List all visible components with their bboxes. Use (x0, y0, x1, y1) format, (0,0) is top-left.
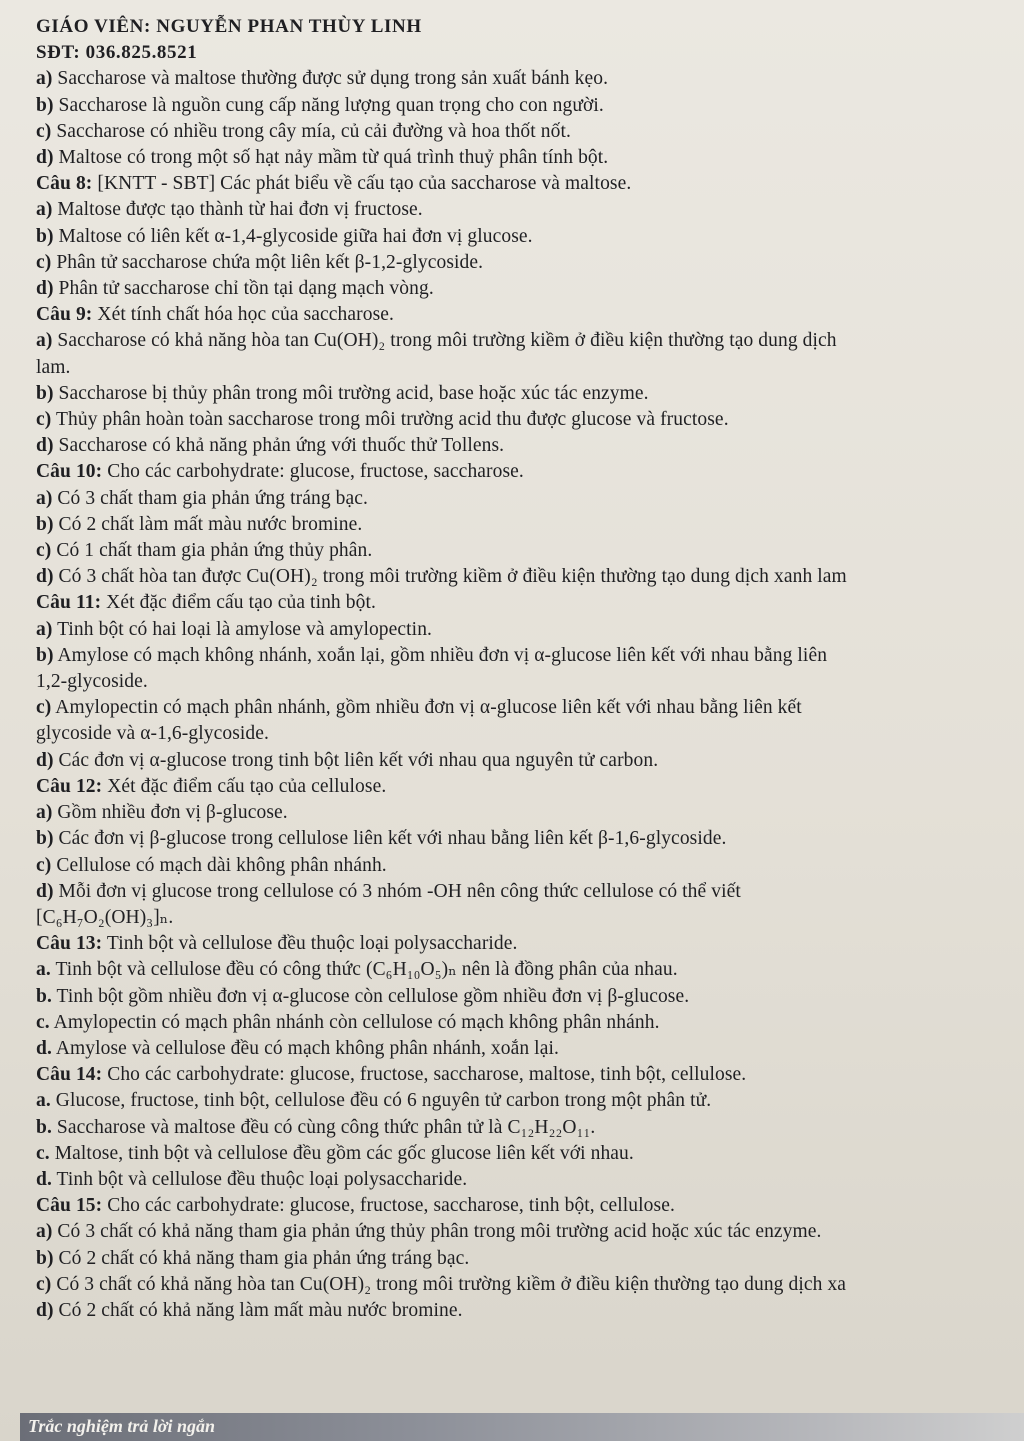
question-number: Câu 12: (36, 775, 103, 797)
option-label: d) (36, 566, 54, 588)
question-heading: Câu 14: Cho các carbohydrate: glucose, fructose, saccharose, maltose, tinh bột, cellulose. (36, 1064, 747, 1086)
statement-line: c) Có 3 chất có khả năng hòa tan Cu(OH)₂ trong môi trường kiềm ở điều kiện thường tạo dung dịch xa (36, 1273, 847, 1295)
question-heading: Câu 15: Cho các carbohydrate: glucose, fructose, saccharose, tinh bột, cellulose. (36, 1195, 675, 1217)
option-label: d) (36, 880, 54, 902)
question-heading: Câu 13: Tinh bột và cellulose đều thuộc loại polysaccharide. (36, 933, 518, 955)
question-number: Câu 10: (36, 461, 103, 483)
option-label: c) (36, 697, 52, 719)
statement-line: a) Có 3 chất có khả năng tham gia phản ứng thủy phân trong môi trường acid hoặc xúc tác enzyme. (36, 1221, 822, 1243)
statement-line: a) Maltose được tạo thành từ hai đơn vị fructose. (36, 199, 423, 221)
statement-line: c) Phân tử saccharose chứa một liên kết β-1,2-glycoside. (36, 251, 484, 273)
option-label: a. (36, 959, 51, 981)
option-label: a) (36, 1221, 53, 1243)
question-number: Câu 11: (36, 592, 102, 614)
option-label: b) (36, 1247, 54, 1269)
option-label: c) (36, 251, 52, 273)
option-label: a) (36, 330, 53, 352)
statement-line: d. Tinh bột và cellulose đều thuộc loại polysaccharide. (36, 1168, 468, 1190)
option-label: d) (36, 435, 54, 457)
question-heading: Câu 8: [KNTT - SBT] Các phát biểu về cấu tạo của saccharose và maltose. (36, 173, 632, 195)
option-label: c) (36, 409, 52, 431)
statement-line: lam. (36, 356, 71, 378)
option-label: b. (36, 1116, 52, 1138)
phone-number: SĐT: 036.825.8521 (36, 42, 198, 64)
option-label: c) (36, 854, 52, 876)
statement-line: c) Cellulose có mạch dài không phân nhánh. (36, 854, 387, 876)
section-title: Trắc nghiệm trả lời ngắn (28, 1416, 216, 1436)
statement-line: a. Tinh bột và cellulose đều có công thức (C₆H₁₀O₅)ₙ nên là đồng phân của nhau. (36, 959, 678, 981)
statement-line: c) Thủy phân hoàn toàn saccharose trong môi trường acid thu được glucose và fructose. (36, 409, 729, 431)
option-label: d) (36, 147, 54, 169)
section-banner (20, 1413, 1024, 1441)
statement-line: c) Amylopectin có mạch phân nhánh, gồm nhiều đơn vị α-glucose liên kết với nhau bằng liên kết (36, 697, 802, 719)
statement-line: b. Saccharose và maltose đều có cùng công thức phân tử là C₁₂H₂₂O₁₁. (36, 1116, 596, 1138)
question-number: Câu 9: (36, 304, 93, 326)
question-heading: Câu 9: Xét tính chất hóa học của saccharose. (36, 304, 394, 326)
statement-line: b) Maltose có liên kết α-1,4-glycoside giữa hai đơn vị glucose. (36, 225, 533, 247)
statement-line: a) Saccharose và maltose thường được sử dụng trong sản xuất bánh kẹo. (36, 68, 609, 90)
option-label: a) (36, 199, 53, 221)
statement-line: c. Maltose, tinh bột và cellulose đều gồm các gốc glucose liên kết với nhau. (36, 1142, 634, 1164)
statement-line: d) Phân tử saccharose chỉ tồn tại dạng mạch vòng. (36, 278, 434, 300)
statement-line: a) Saccharose có khả năng hòa tan Cu(OH)₂ trong môi trường kiềm ở điều kiện thường tạo dung dịch (36, 330, 837, 352)
option-label: b. (36, 985, 52, 1007)
statement-line: d) Mỗi đơn vị glucose trong cellulose có 3 nhóm -OH nên công thức cellulose có thể viết (36, 880, 741, 902)
question-number: Câu 13: (36, 933, 103, 955)
option-label: a) (36, 618, 53, 640)
question-number: Câu 15: (36, 1195, 103, 1217)
statement-line: 1,2-glycoside. (36, 671, 148, 693)
option-label: d. (36, 1168, 52, 1190)
statement-line: b) Amylose có mạch không nhánh, xoắn lại, gồm nhiều đơn vị α-glucose liên kết với nhau bằng liên (36, 644, 828, 666)
statement-line: b) Các đơn vị β-glucose trong cellulose liên kết với nhau bằng liên kết β-1,6-glycoside. (36, 828, 727, 850)
statement-line: a) Gồm nhiều đơn vị β-glucose. (36, 802, 288, 824)
statement-line: a) Có 3 chất tham gia phản ứng tráng bạc. (36, 487, 369, 509)
question-heading: Câu 12: Xét đặc điểm cấu tạo của cellulose. (36, 775, 387, 797)
statement-line: d) Saccharose có khả năng phản ứng với thuốc thử Tollens. (36, 435, 505, 457)
option-label: c) (36, 120, 52, 142)
statement-line: c. Amylopectin có mạch phân nhánh còn cellulose có mạch không phân nhánh. (36, 1011, 660, 1033)
statement-line: b) Có 2 chất làm mất màu nước bromine. (36, 513, 363, 535)
option-label: c. (36, 1142, 50, 1164)
option-label: c) (36, 1273, 52, 1295)
option-label: b) (36, 94, 54, 116)
statement-line: a. Glucose, fructose, tinh bột, cellulose đều có 6 nguyên tử carbon trong một phân tử. (36, 1090, 712, 1112)
option-label: d) (36, 278, 54, 300)
statement-line: d) Maltose có trong một số hạt nảy mầm từ quá trình thuỷ phân tính bột. (36, 147, 609, 169)
statement-line: c) Có 1 chất tham gia phản ứng thủy phân. (36, 540, 373, 562)
statement-line: b) Saccharose là nguồn cung cấp năng lượng quan trọng cho con người. (36, 94, 604, 116)
statement-line: b) Saccharose bị thủy phân trong môi trường acid, base hoặc xúc tác enzyme. (36, 382, 649, 404)
statement-line: d) Có 2 chất có khả năng làm mất màu nước bromine. (36, 1299, 463, 1321)
statement-line: b) Có 2 chất có khả năng tham gia phản ứng tráng bạc. (36, 1247, 470, 1269)
option-label: a) (36, 68, 53, 90)
option-label: b) (36, 644, 54, 666)
teacher-name: GIÁO VIÊN: NGUYỄN PHAN THÙY LINH (36, 16, 422, 37)
option-label: b) (36, 225, 54, 247)
option-label: c) (36, 540, 52, 562)
option-label: c. (36, 1011, 50, 1033)
statement-line: [C₆H₇O₂(OH)₃]ₙ. (36, 906, 174, 928)
question-heading: Câu 10: Cho các carbohydrate: glucose, fructose, saccharose. (36, 461, 524, 483)
statement-line: c) Saccharose có nhiều trong cây mía, củ cải đường và hoa thốt nốt. (36, 120, 571, 142)
option-label: d) (36, 1299, 54, 1321)
question-number: Câu 14: (36, 1064, 103, 1086)
option-label: a) (36, 802, 53, 824)
statement-line: d) Có 3 chất hòa tan được Cu(OH)₂ trong môi trường kiềm ở điều kiện thường tạo dung dịch xanh lam (36, 566, 847, 588)
option-label: b) (36, 382, 54, 404)
option-label: d) (36, 749, 54, 771)
statement-line: d. Amylose và cellulose đều có mạch không phân nhánh, xoắn lại. (36, 1037, 559, 1059)
statement-line: a) Tinh bột có hai loại là amylose và amylopectin. (36, 618, 433, 640)
question-number: Câu 8: (36, 173, 93, 195)
document-body (36, 14, 1016, 1324)
statement-line: b. Tinh bột gồm nhiều đơn vị α-glucose còn cellulose gồm nhiều đơn vị β-glucose. (36, 985, 690, 1007)
option-label: b) (36, 513, 54, 535)
option-label: a. (36, 1090, 51, 1112)
option-label: b) (36, 828, 54, 850)
statement-line: d) Các đơn vị α-glucose trong tinh bột liên kết với nhau qua nguyên tử carbon. (36, 749, 659, 771)
option-label: d. (36, 1037, 52, 1059)
statement-line: glycoside và α-1,6-glycoside. (36, 723, 269, 745)
option-label: a) (36, 487, 53, 509)
question-heading: Câu 11: Xét đặc điểm cấu tạo của tinh bột. (36, 592, 376, 614)
